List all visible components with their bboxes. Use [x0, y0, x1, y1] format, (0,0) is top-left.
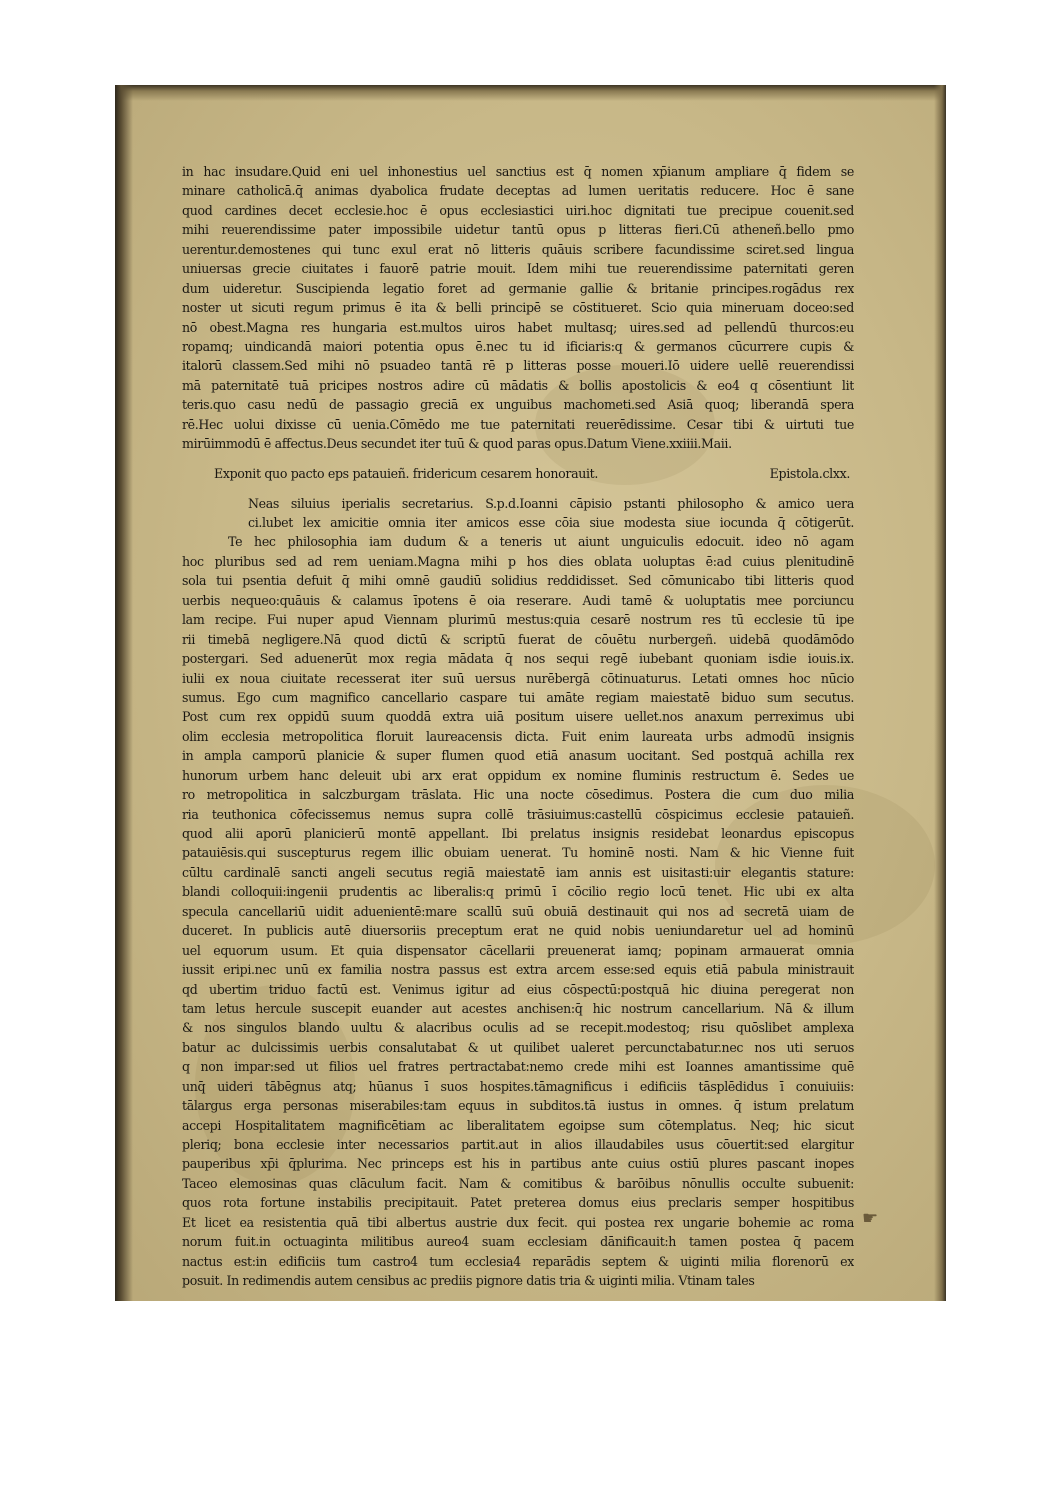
text-line: uerbis nequeo:quāuis & calamus īpotens ē oia reserare. Audi tamē & uoluptatis mee porciuncu: [182, 592, 854, 608]
text-line: Et licet ea resistentia quā tibi albertus austrie dux fecit. qui postea rex ungarie bohemie ac roma: [182, 1214, 854, 1230]
text-line: tālargus erga personas miserabiles:tam equus in subditos.tā iustus in omnes. q̄ istum prelatum: [182, 1098, 854, 1114]
text-line: noster ut sicuti regum primus ē ita & belli principē se cōstitueret. Scio quia mineruam doceo:sed: [182, 300, 854, 316]
text-line: pauperibus xp̄i q̄plurima. Nec princeps est his in partibus ante cuius ostiū plures pascant inopes: [182, 1156, 854, 1172]
text-line: hoc pluribus sed ad rem ueniam.Magna mihi p hos dies oblata uoluptas ē:ad cuius plenitudinē: [182, 553, 854, 569]
epistola-number: Epistola.clxx.: [769, 465, 850, 481]
text-line: quos rota fortune instabilis precipitauit. Patet preterea domus eius preclaris semper hospitibus: [182, 1195, 854, 1211]
text-line: sumus. Ego cum magnifico cancellario caspare tui amāte regiam maiestatē biduo sum secutus.: [182, 689, 854, 705]
text-line: specula cancellariū uidit aduenientē:mare scallū suū obuiā destinauit qui nos ad secretā uiam de: [182, 903, 854, 919]
previous-letter-ending: [182, 162, 854, 454]
text-line: lam recipe. Fui nuper apud Viennam plurimū mestus:quia cesarē nostrum res tū ecclesie tū ipe: [182, 612, 854, 628]
text-line: qd ubertim triduo factū est. Venimus igitur ad eius cōspectū:postquā hic diuina peregerat non: [182, 981, 854, 997]
text-line: Post cum rex oppidū suum quoddā extra uiā positum uisere uellet.nos anaxum perreximus ubi: [182, 709, 854, 725]
text-line: rē.Hec uolui dixisse cū uenia.Cōmēdo me tue paternitati reuerēdissime. Cesar tibi & uirtuti tue: [182, 416, 854, 432]
text-line: olim ecclesia metropolitica floruit laureacensis dicta. Fuit enim laureata urbs admodū insignis: [182, 728, 854, 744]
text-line: Te hec philosophia iam dudum & a teneris ut aiunt unguiculis edocuit. ideo nō agam: [228, 534, 854, 550]
text-line: blandi colloquii:ingenii prudentis ac liberalis:q primū ī cōcilio regio locū tenet. Hic ubi ex alta: [182, 884, 854, 900]
text-line: cūltu cardinalē sancti angeli secutus regiā maiestatē iam annis est uisitasti:uir elegantis stature:: [182, 864, 854, 880]
text-line: ro metropolitica in salczburgam trāslata. Hic una nocte cōsedimus. Postera die cum duo milia: [182, 787, 854, 803]
text-line: pleriq; bona ecclesie inter necessarios partit.aut in alios illaudabiles usus cōuertit:sed elargitur: [182, 1137, 854, 1152]
text-line: sola tui psentia defuit q̄ mihi omnē gaudiū solidius reddidisset. Sed cōmunicabo tibi litteris quod: [182, 573, 854, 589]
text-line: uel equorum usum. Et quia dispensator cācellarii preuenerat iamq; popinam armauerat omnia: [182, 942, 854, 958]
epistola-title: Exponit quo pacto eps patauieñ. fridericum cesarem honorauit.: [214, 465, 599, 481]
epistola-body: [182, 494, 854, 1291]
text-line: batur ac dulcissimis uerbis consalutabat & ut quilibet ualeret percunctabatur.nec nos uti seruos: [182, 1039, 854, 1055]
text-line: mā paternitatē tuā pricipes nostros adire cū mādatis & bollis apostolicis & eo4 q cōsentiunt lit: [182, 377, 854, 393]
text-line: posuit. In redimendis autem censibus ac prediis pignore datis tria & uiginti milia. Vtinam tales: [182, 1273, 755, 1289]
text-line: hunorum urbem hanc deleuit ubi arx erat oppidum ex nomine fluminis restructum ē. Sedes ue: [182, 767, 854, 783]
text-line: ropamq; uindicandā maiori potentia opus ē.nec tu id ificiaris:q & germanos cūcurrere cupis &: [182, 338, 854, 354]
text-line: in ampla camporū planicie & super flumen quod etiā anasum uocitant. Sed postquā achilla rex: [182, 748, 854, 764]
text-line: nactus est:in edificiis tum castro4 tum ecclesia4 reparādis septem & uiginti milia florenorū ex: [182, 1253, 854, 1269]
text-line: quod cardines decet ecclesie.hoc ē opus ecclesiastici uiri.hoc dignitati tue precipue couenit.sed: [182, 202, 854, 218]
text-line: in hac insudare.Quid eni uel inhonestius uel sanctius est q̄ nomen xp̄ianum ampliare q̄ fidem se: [182, 164, 854, 179]
text-line: uniuersas grecie ciuitates i fauorē patrie mouit. Idem mihi tue reuerendissime paternitati geren: [182, 261, 854, 277]
text-line: rii timebā negligere.Nā quod dictū & scriptū fuerat de cōuētu nurbergeñ. uidebā quodāmōdo: [182, 631, 854, 647]
document-text: [182, 162, 854, 1291]
text-line: uerentur.demostenes qui tunc exul erat nō litteris quāuis scribere facundissime sciret.sed lingua: [182, 241, 854, 257]
text-line: minare catholicā.q̄ animas dyabolica frudate deceptas ad lumen ueritatis reducere. Hoc ē sane: [182, 183, 854, 199]
text-line: accepi Hospitalitatem magnificētiam ac liberalitatem egoipse sum cōtemplatus. Neq; hic sicut: [182, 1117, 854, 1133]
text-line: quod alii aporū planicierū montē appellant. Ibi prelatus insignis residebat leonardus episcopus: [182, 826, 854, 841]
text-line: ci.lubet lex amicitie omnia iter amicos esse cōia siue modesta siue iocunda q̄ cōtigerūt.: [248, 515, 854, 530]
text-line: ria teuthonica cōfecissemus nemus supra collē trāsiuimus:castellū cōspicimus ecclesie patauieñ.: [182, 806, 854, 822]
text-line: mirūimmodū ē affectus.Deus secundet iter tuū & quod paras opus.Datum Viene.xxiiii.Maii.: [182, 436, 732, 452]
text-line: patauiēsis.qui suscepturus regem illic obuiam uenerat. Tu hominē nosti. Nam & hic Vienne fuit: [182, 845, 854, 861]
text-line: iulii ex noua ciuitate recesserat iter suū uersus nurēbergā cōtinuaturus. Letati omnes hoc nūcio: [182, 670, 854, 686]
text-line: dum uideretur. Suscipienda legatio foret ad germanie gallie & britanie principes.rogādus rex: [182, 280, 854, 296]
text-line: postergari. Sed aduenerūt mox regia mādata q̄ nos sequi regē iubebant quoniam isdie iouis.ix.: [182, 651, 854, 667]
text-line: italorū classem.Sed mihi nō psuadeo tantā rē p litteras posse moueri.Iō uidere uellē reuerendissi: [182, 358, 854, 374]
text-line: mihi reuerendissime pater impossibile uidetur tantū opus p litteras fieri.Cū atheneñ.bello pmo: [182, 222, 854, 238]
text-line: tam letus hercule suscepit euander aut acestes anchisen:q̄ hic nostrum cancellarium. Nā & illum: [182, 1000, 854, 1016]
text-line: duceret. In publicis autē diuersoriis preceptum erat ne quid nobis ueniundaretur uel ad hominū: [182, 923, 854, 939]
text-line: & nos singulos blando uultu & alacribus oculis ad se recepit.modestoq; risu quōslibet amplexa: [182, 1020, 854, 1036]
text-line: q non impar:sed ut filios uel fratres pertractabat:nemo crede mihi est Ioannes amantissime quē: [182, 1059, 854, 1075]
text-line: Taceo elemosinas quas clāculum facit. Nam & comitibus & barōibus nōnullis occulte subuenit:: [182, 1175, 854, 1191]
text-line: Neas siluius iperialis secretarius. S.p.d.Ioanni cāpisio pstanti philosopho & amico uera: [248, 495, 854, 511]
text-line: norum fuit.in octuaginta militibus aureo4 suam ecclesiam dānificauit:h tamen postea q̄ pacem: [182, 1234, 854, 1250]
text-line: teris.quo casu nedū de passagio greciā ex unguibus machometi.sed Asiā quoq; liberandā spera: [182, 397, 854, 413]
epistola-heading: [182, 460, 854, 486]
text-line: iussit eripi.nec unū ex familia nostra passus est extra arcem esse:sed equis etiā pabula ministrauit: [182, 962, 854, 978]
text-line: nō obest.Magna res hungaria est.multos uiros habet multasq; uires.sed ad pellendū thurcos:eu: [182, 319, 854, 335]
pointing-hand-mark: ☛: [862, 1208, 879, 1229]
text-line: unq̄ uideri tābēgnus atq; hūanus ī suos hospites.tāmagnificus i edificiis tāsplēdidus ī conuiuiis:: [182, 1078, 854, 1094]
